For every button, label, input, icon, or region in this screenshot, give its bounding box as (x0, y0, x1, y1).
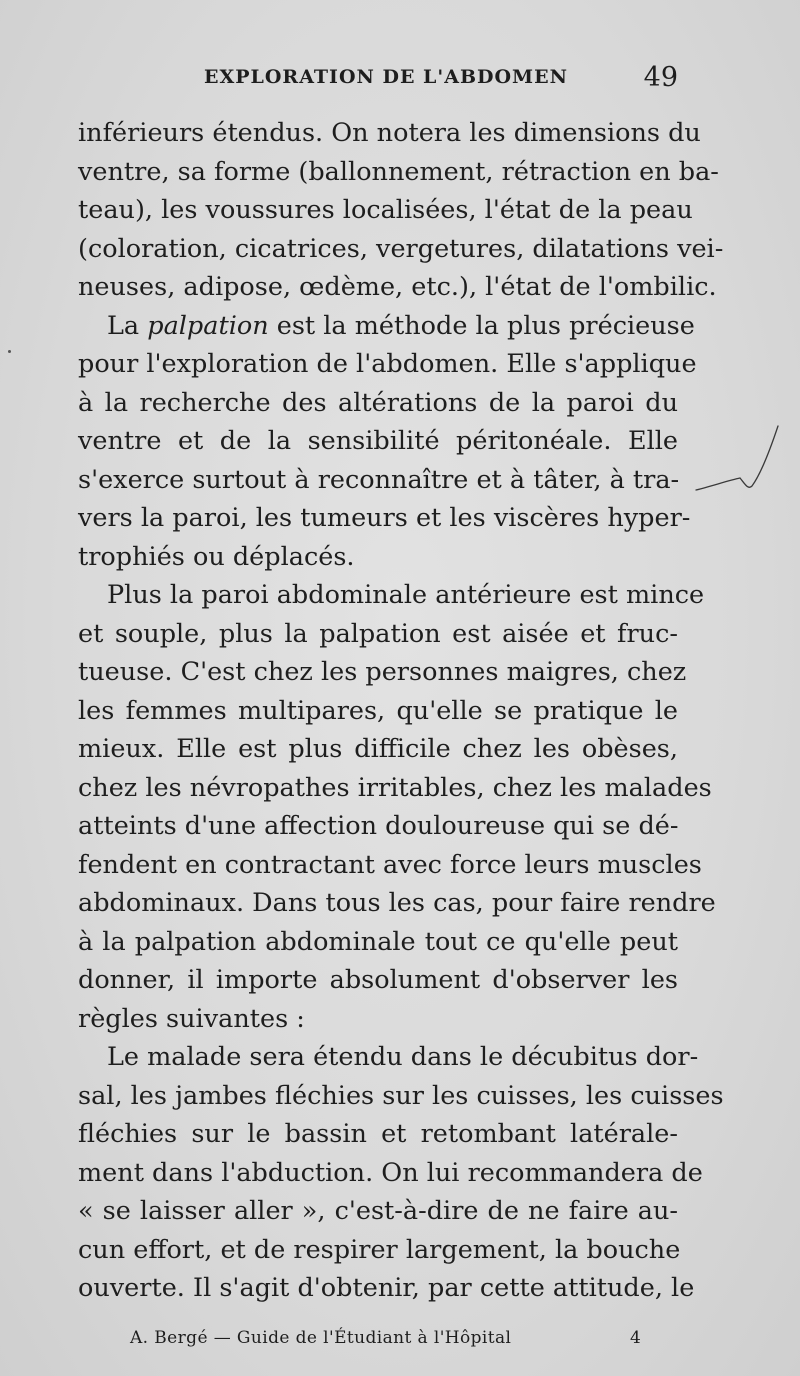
body-text (78, 114, 724, 1308)
text-line: sal, les jambes fléchies sur les cuisses, les cuisses (78, 1080, 724, 1111)
text-segment: La (107, 310, 148, 341)
footer-signature-mark: 4 (630, 1328, 642, 1348)
text-line: ventre, sa forme (ballonnement, rétraction en ba- (78, 156, 719, 187)
text-line: Plus la paroi abdominale antérieure est mince (107, 580, 705, 610)
text-segment: est la méthode la plus précieuse (268, 310, 695, 341)
text-line: fendent en contractant avec force leurs muscles (78, 849, 702, 880)
footer-book-title: A. Bergé — Guide de l'Étudiant à l'Hôpital (130, 1328, 512, 1348)
paper-speck (8, 350, 11, 353)
text-line: atteints d'une affection douloureuse qui se dé- (78, 811, 679, 841)
text-line: pour l'exploration de l'abdomen. Elle s'applique (78, 349, 697, 379)
text-line: tueuse. C'est chez les personnes maigres, chez (78, 657, 687, 687)
page-footer (0, 1328, 800, 1358)
text-line: à la palpation abdominale tout ce qu'elle peut (78, 926, 678, 957)
text-line: et souple, plus la palpation est aisée et fruc- (78, 618, 678, 649)
text-line: cun effort, et de respirer largement, la bouche (78, 1234, 681, 1265)
text-line: ouverte. Il s'agit d'obtenir, par cette attitude, le (78, 1273, 695, 1303)
text-line: inférieurs étendus. On notera les dimensions du (78, 118, 701, 148)
text-line: teau), les voussures localisées, l'état de la peau (78, 195, 693, 225)
text-line: neuses, adipose, œdème, etc.), l'état de l'ombilic. (78, 272, 717, 302)
text-line: ment dans l'abduction. On lui recommandera de (78, 1157, 703, 1188)
text-line: règles suivantes : (78, 1003, 305, 1034)
text-line: chez les névropathes irritables, chez les malades (78, 772, 712, 803)
text-line: les femmes multipares, qu'elle se pratique le (78, 695, 678, 726)
text-line: ventre et de la sensibilité péritonéale. Elle (78, 426, 678, 456)
text-line: mieux. Elle est plus difficile chez les obèses, (78, 734, 678, 764)
text-line: (coloration, cicatrices, vergetures, dilatations vei- (78, 233, 724, 264)
text-line: fléchies sur le bassin et retombant latérale- (78, 1119, 678, 1149)
running-head-title: EXPLORATION DE L'ABDOMEN (204, 66, 568, 88)
text-line: donner, il importe absolument d'observer les (78, 965, 678, 995)
running-head (78, 62, 678, 98)
text-line: s'exerce surtout à reconnaître et à tâter, à tra- (78, 464, 680, 495)
text-line (78, 307, 695, 346)
page-number: 49 (643, 62, 678, 93)
text-line: trophiés ou déplacés. (78, 541, 355, 572)
text-line: abdominaux. Dans tous les cas, pour faire rendre (78, 888, 716, 918)
text-line: à la recherche des altérations de la paroi du (78, 387, 678, 418)
pencil-mark-icon (690, 420, 790, 510)
text-line: « se laisser aller », c'est-à-dire de ne faire au- (78, 1196, 678, 1226)
emphasized-term: palpation (147, 310, 269, 341)
text-line: vers la paroi, les tumeurs et les viscères hyper- (78, 503, 691, 533)
text-line: Le malade sera étendu dans le décubitus dor- (107, 1042, 699, 1072)
